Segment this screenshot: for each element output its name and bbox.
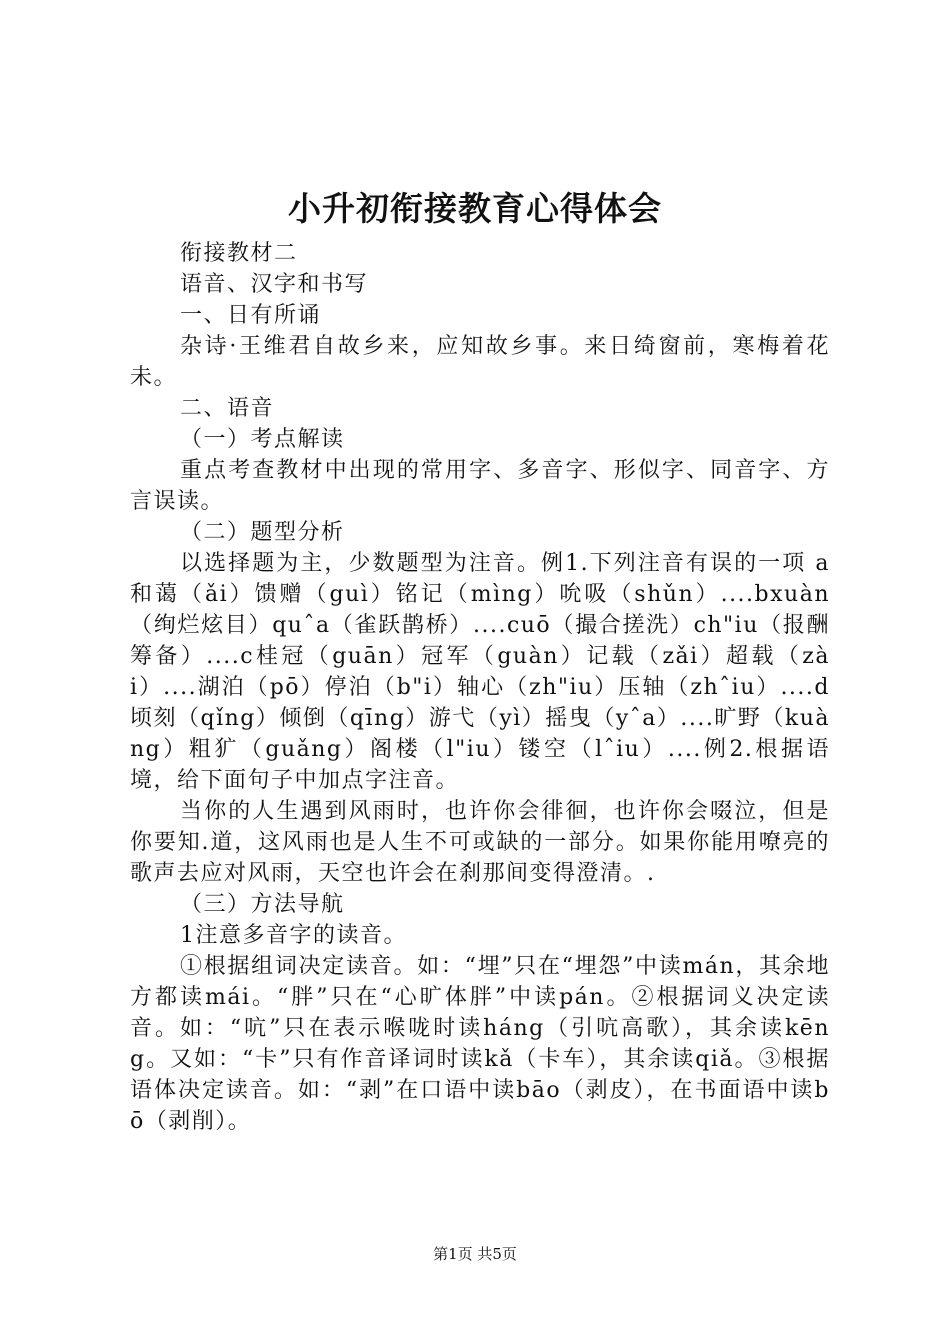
paragraph: 1注意多音字的读音。: [180, 923, 407, 948]
paragraph: 以选择题为主，少数题型为注音。例1.下列注音有误的一项 a 和蔼（ǎi）馈赠（guì）铭记（mìng）吮吸（shǔn）....bxuàn（绚烂炫目）quˆa（雀跃鹊桥）....cuō（撮合搓洗）ch"iu（报酬筹备）....c桂冠（guān）冠军（guàn）记载（zǎi）超载（zài）....湖泊（pō）停泊（b"i）轴心（zh"iu）压轴（zhˆiu）....d顷刻（qǐng）倾倒（qīng）游弋（yì）摇曳（yˆa）....旷野（kuàng）粗犷（guǎng）阁楼（l"iu）镂空（lˆiu）....例2.根据语境，给下面句子中加点字注音。: [130, 551, 830, 793]
paragraph: 二、语音: [180, 396, 275, 421]
paragraph: （二）题型分析: [180, 520, 345, 545]
paragraph: （三）方法导航: [180, 892, 345, 917]
paragraph: 当你的人生遇到风雨时，也许你会徘徊，也许你会啜泣，但是你要知.道，这风雨也是人生不可或缺的一部分。如果你能用嘹亮的歌声去应对风雨，天空也许会在刹那间变得澄清。.: [130, 799, 830, 886]
page-footer: 第1页 共5页: [433, 1245, 517, 1263]
paragraph: （一）考点解读: [180, 427, 345, 452]
paragraph: 重点考查教材中出现的常用字、多音字、形似字、同音字、方言误读。: [130, 458, 830, 514]
document-title: 小升初衔接教育心得体会: [288, 189, 662, 228]
paragraph: 一、日有所诵: [180, 303, 322, 328]
paragraph: 杂诗·王维君自故乡来，应知故乡事。来日绮窗前，寒梅着花未。: [130, 334, 830, 390]
paragraph: 衔接教材二: [180, 241, 298, 266]
document-body: [130, 238, 830, 1137]
paragraph: 语音、汉字和书写: [180, 272, 369, 297]
paragraph: ①根据组词决定读音。如：“埋”只在“埋怨”中读mán，其余地方都读mái。“胖”只在“心旷体胖”中读pán。②根据词义决定读音。如：“吭”只在表示喉咙时读háng（引吭高歌），其余读kēng。又如：“卡”只有作音译词时读kǎ（卡车），其余读qiǎ。③根据语体决定读音。如：“剥”在口语中读bāo（剥皮），在书面语中读bō（剥削）。: [130, 954, 830, 1134]
